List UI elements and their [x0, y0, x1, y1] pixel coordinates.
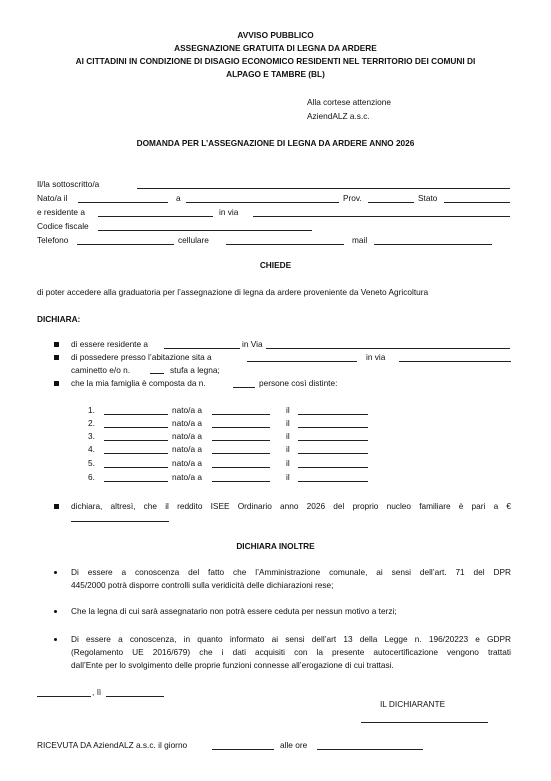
family-row-number: 3.	[88, 431, 95, 441]
family-row-il: il	[286, 431, 290, 441]
field-mail[interactable]	[374, 244, 492, 245]
label-prov: Prov.	[343, 193, 362, 203]
field-family-name[interactable]	[104, 440, 168, 441]
field-item2-caminetto[interactable]	[150, 373, 164, 374]
field-family-name[interactable]	[104, 427, 168, 428]
field-item1-via[interactable]	[266, 348, 510, 349]
item1-text-b: in Via	[242, 339, 263, 349]
field-ricevuta-ora[interactable]	[317, 749, 423, 750]
item2-text-c: caminetto e/o n.	[71, 365, 131, 375]
item2-text-a: di possedere presso l’abitazione sita a	[71, 352, 212, 362]
inoltre-b3-line2: (Regolamento UE 2016/679) che i dati acquisiti con la presente autocertificazione vengono trattati	[71, 647, 511, 657]
family-row-nato: nato/a a	[172, 444, 202, 454]
inoltre-b3-line1: Di essere a conoscenza, in quanto informato ai sensi dell’art 13 della Legge n. 196/20223 e GDPR	[71, 634, 511, 644]
label-dichiarante: IL DICHIARANTE	[380, 699, 446, 709]
field-family-luogo[interactable]	[212, 453, 270, 454]
inoltre-b3-line3: dall’Ente per lo svolgimento delle proprie funzioni connesse all’erogazione di cui trattasi.	[71, 660, 394, 670]
header-line-1: AVVISO PUBBLICO	[237, 30, 314, 40]
field-family-data[interactable]	[298, 440, 368, 441]
bullet-icon	[54, 571, 57, 574]
form-title: DOMANDA PER L’ASSEGNAZIONE DI LEGNA DA ARDERE ANNO 2026	[136, 138, 415, 148]
field-family-data[interactable]	[298, 453, 368, 454]
dichiara-heading: DICHIARA:	[37, 314, 81, 324]
family-row-number: 2.	[88, 418, 95, 428]
field-residente[interactable]	[98, 216, 213, 217]
field-isee-amount[interactable]	[71, 521, 169, 522]
field-nato-a[interactable]	[186, 202, 339, 203]
checkbox-isee[interactable]	[54, 504, 59, 509]
field-telefono[interactable]	[77, 244, 174, 245]
item2-text-d: stufa a legna;	[170, 365, 220, 375]
field-family-name[interactable]	[104, 467, 168, 468]
family-row-nato: nato/a a	[172, 431, 202, 441]
family-row-nato: nato/a a	[172, 418, 202, 428]
label-sottoscritto: Il/la sottoscritto/a	[37, 179, 100, 189]
recipient-line-1: Alla cortese attenzione	[307, 97, 391, 107]
field-family-luogo[interactable]	[212, 467, 270, 468]
family-row-il: il	[286, 405, 290, 415]
checkbox-residente[interactable]	[54, 342, 59, 347]
inoltre-b1-line1: Di essere a conoscenza del fatto che l’Amministrazione comunale, ai sensi dell’art. 71 del DPR	[71, 567, 511, 577]
field-codice-fiscale[interactable]	[98, 230, 312, 231]
field-family-name[interactable]	[104, 414, 168, 415]
inoltre-b1-line2: 445/2000 potrà disporre controlli sulla veridicità delle dichiarazioni rese;	[71, 580, 334, 590]
field-sottoscritto[interactable]	[137, 188, 510, 189]
inoltre-heading: DICHIARA INOLTRE	[236, 541, 315, 551]
field-family-data[interactable]	[298, 427, 368, 428]
family-row-number: 5.	[88, 458, 95, 468]
label-mail: mail	[352, 235, 368, 245]
field-firma[interactable]	[361, 722, 488, 723]
header-line-4: ALPAGO E TAMBRE (BL)	[226, 69, 325, 79]
family-row-nato: nato/a a	[172, 458, 202, 468]
header-line-3: AI CITTADINI IN CONDIZIONE DI DISAGIO ECONOMICO RESIDENTI NEL TERRITORIO DEI COMUNI DI	[75, 56, 476, 66]
family-row-nato: nato/a a	[172, 472, 202, 482]
item3-text-a: che la mia famiglia è composta da n.	[71, 378, 206, 388]
field-family-luogo[interactable]	[212, 481, 270, 482]
header-line-2: ASSEGNAZIONE GRATUITA DI LEGNA DA ARDERE	[174, 43, 377, 53]
family-row-il: il	[286, 418, 290, 428]
chiede-heading: CHIEDE	[259, 260, 292, 270]
field-prov[interactable]	[368, 202, 414, 203]
field-family-data[interactable]	[298, 467, 368, 468]
bullet-icon	[54, 610, 57, 613]
label-telefono: Telefono	[37, 235, 69, 245]
field-family-name[interactable]	[104, 453, 168, 454]
field-family-data[interactable]	[298, 414, 368, 415]
field-nato-il[interactable]	[78, 202, 168, 203]
family-row-number: 4.	[88, 444, 95, 454]
item3-text-b: persone così distinte:	[259, 378, 338, 388]
family-row-il: il	[286, 444, 290, 454]
bullet-icon	[54, 638, 57, 641]
checkbox-famiglia[interactable]	[54, 381, 59, 386]
field-family-luogo[interactable]	[212, 440, 270, 441]
field-family-luogo[interactable]	[212, 427, 270, 428]
family-row-number: 6.	[88, 472, 95, 482]
field-item2-via[interactable]	[399, 361, 511, 362]
field-via[interactable]	[253, 216, 510, 217]
family-row-nato: nato/a a	[172, 405, 202, 415]
checkbox-abitazione[interactable]	[54, 355, 59, 360]
field-family-data[interactable]	[298, 481, 368, 482]
ricevuta-text-a: RICEVUTA DA AziendALZ a.s.c. il giorno	[37, 740, 188, 750]
ricevuta-text-b: alle ore	[280, 740, 308, 750]
inoltre-b2: Che la legna di cui sarà assegnatario non potrà essere ceduta per nessun motivo a terzi;	[71, 606, 397, 616]
item1-text-a: di essere residente a	[71, 339, 149, 349]
field-item2-comune[interactable]	[247, 361, 357, 362]
label-in-via: in via	[219, 207, 239, 217]
label-codice-fiscale: Codice fiscale	[37, 221, 89, 231]
recipient-line-2: AziendALZ a.s.c.	[307, 111, 370, 121]
field-item3-numero[interactable]	[233, 387, 255, 388]
field-ricevuta-giorno[interactable]	[212, 749, 274, 750]
label-stato: Stato	[418, 193, 438, 203]
label-nato-il: Nato/a il	[37, 193, 68, 203]
family-row-il: il	[286, 458, 290, 468]
isee-text: dichiara, altresì, che il reddito ISEE Ordinario anno 2026 del proprio nucleo familiare è pari a €	[71, 501, 511, 511]
item2-text-b: in via	[366, 352, 386, 362]
family-row-il: il	[286, 472, 290, 482]
label-residente: e residente a	[37, 207, 85, 217]
field-family-name[interactable]	[104, 481, 168, 482]
field-data[interactable]	[106, 696, 164, 697]
family-row-number: 1.	[88, 405, 95, 415]
chiede-text: di poter accedere alla graduatoria per l’assegnazione di legna da ardere proveniente da Veneto Agricoltura	[37, 287, 429, 297]
label-li: lì	[97, 687, 102, 697]
date-comma: ,	[92, 687, 95, 697]
field-stato[interactable]	[444, 202, 510, 203]
label-nato-a: a	[176, 193, 181, 203]
label-cellulare: cellulare	[178, 235, 209, 245]
field-item1-comune[interactable]	[164, 348, 240, 349]
field-family-luogo[interactable]	[212, 414, 270, 415]
field-luogo[interactable]	[37, 696, 91, 697]
field-cellulare[interactable]	[226, 244, 344, 245]
